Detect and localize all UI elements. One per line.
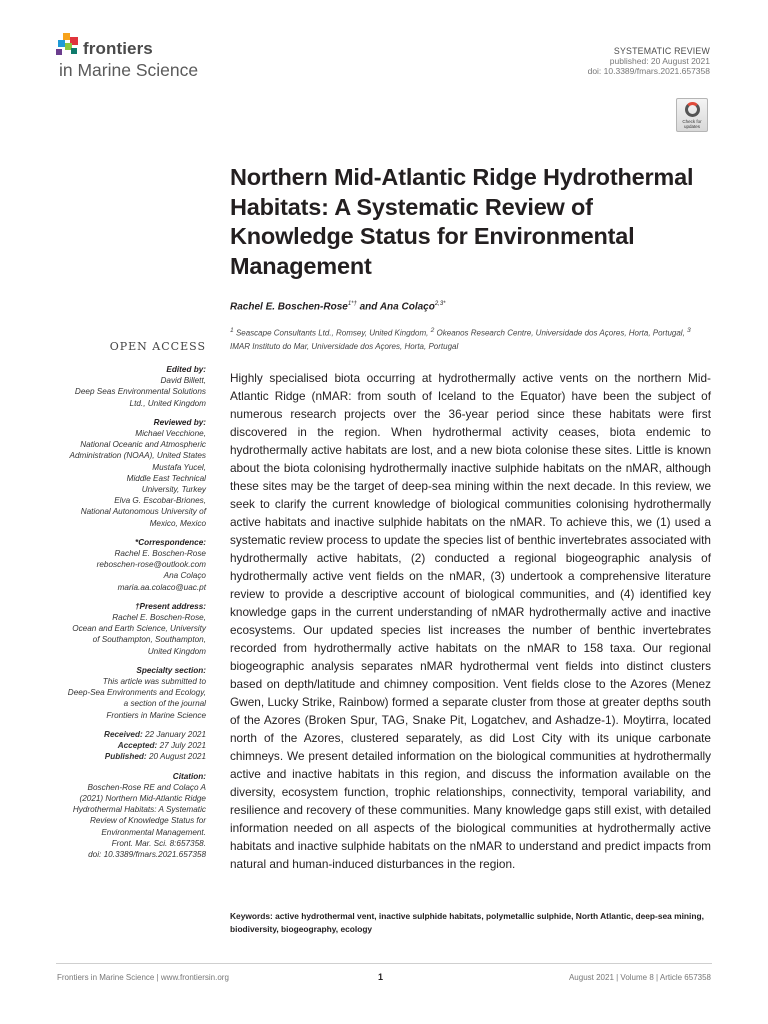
received-date bbox=[50, 729, 206, 740]
logo-wordmark: frontiers bbox=[83, 39, 153, 58]
author-list bbox=[230, 301, 446, 312]
article-sidebar bbox=[50, 364, 206, 860]
journal-logo bbox=[56, 33, 236, 83]
received-label: Received: bbox=[104, 729, 143, 739]
author-name[interactable]: Rachel E. Boschen-Rose bbox=[230, 301, 348, 313]
sidebar-line: Administration (NOAA), United States bbox=[69, 451, 206, 461]
sidebar-line: National Autonomous University of bbox=[80, 507, 206, 517]
edited-by-block bbox=[50, 375, 206, 409]
sidebar-line: Hydrothermal Habitats: A Systematic bbox=[72, 805, 206, 815]
sidebar-line: Elva G. Escobar-Briones, bbox=[114, 496, 206, 506]
author-name[interactable]: Ana Colaço bbox=[379, 301, 435, 313]
article-title: Northern Mid-Atlantic Ridge Hydrothermal Habitats: A Systematic Review of Knowledge Status for Environmental Management bbox=[230, 164, 694, 279]
accepted-date bbox=[50, 740, 206, 751]
author-conjunction: and bbox=[359, 301, 378, 313]
affil-text: IMAR Instituto do Mar, Universidade dos Açores, Horta, Portugal bbox=[230, 341, 459, 351]
article-meta bbox=[588, 46, 710, 76]
sidebar-line: Environmental Management. bbox=[101, 827, 206, 837]
specialty-heading: Specialty section: bbox=[136, 665, 206, 675]
footer-issue: August 2021 | Volume 8 | Article 657358 bbox=[568, 973, 711, 982]
citation-block bbox=[50, 782, 206, 860]
edited-by-heading: Edited by: bbox=[166, 365, 206, 374]
affil-sup: 2 bbox=[430, 327, 435, 334]
sidebar-line: Ocean and Earth Science, University bbox=[72, 624, 206, 634]
sidebar-line: a section of the journal bbox=[123, 699, 206, 709]
affil-sup: 1 bbox=[230, 327, 234, 334]
affiliations bbox=[230, 324, 710, 353]
reviewed-by-heading: Reviewed by: bbox=[153, 417, 206, 427]
author-affil-sup: 1*† bbox=[347, 301, 357, 307]
sidebar-line: Middle East Technical bbox=[126, 473, 206, 483]
author-affil-sup: 2,3* bbox=[434, 301, 446, 307]
published-date bbox=[50, 751, 206, 762]
sidebar-line: Rachel E. Boschen-Rose bbox=[114, 549, 206, 559]
sidebar-line: Mustafa Yucel, bbox=[152, 462, 206, 472]
sidebar-line: Mexico, Mexico bbox=[149, 518, 206, 528]
abstract-text: Highly specialised biota occurring at hydrothermally active vents on the northern Mid-Atlantic Ridge (nMAR: from south of Iceland to the Equator) have been the subject of numerous research projects over the 36-year period since these habitats were first discovered in the region. When hydrothermal activity ceases, biota endemic to hydrothermally active habitats are lost, and a new biota colonise these sites. Little is known about the biota colonising hydrothermally inactive sulphide habitats on the nMAR, although these sites may be the target of deep-sea mining within the next decade. In this review, we seek to clarify the current knowledge of biological communities colonising hydrothermally active habitats and inactive sulphide habitats on the nMAR. To achieve this, we (1) used a systematic review process to update the species list of benthic invertebrates associated with hydrothermally active habitats, (2) conducted a regional biogeographic analysis of hydrothermally active vent fields on the nMAR, (3) undertook a comprehensive literature review to provide a descriptive account of biological communities, and (4) identified key knowledge gaps in the current understanding of nMAR hydrothermally active and inactive ecosystems. Our updated species list increases the number of benthic invertebrates recorded from hydrothermally active habitats on the nMAR to 158 taxa. Our regional biogeographic analysis separates nMAR hydrothermal vent fields into distinct clusters based on depth/latitude and chimney composition. Vent fields close to the Azores (Menez Gwen, Lucky Strike, Rainbow) formed a separate cluster from those at greater depths south of the Azores (Broken Spur, TAG, Snake Pit, Logatchev, and Ashadze-1). Moytirra, located north of the Azores, clustered separately, as did Lost City with its unique carbonate chimneys. We present detailed information on the biological communities at hydrothermally active and inactive habitats in this region, and discuss the information available on the diversity, ecosystem function, trophic relationships, connectivity, temporal variability, and resilience and recovery of these communities. Many knowledge gaps still exist, with detailed information needed on all aspects of the biological communities at hydrothermally active habitats and inactive sulphide habitats on the nMAR to understand and predict impacts from natural and human-induced disturbances in the region. bbox=[230, 371, 711, 871]
sidebar-line: doi: 10.3389/fmars.2021.657358 bbox=[88, 849, 206, 859]
sidebar-line: United Kingdom bbox=[147, 646, 206, 656]
sidebar-line: Deep Seas Environmental Solutions bbox=[74, 387, 206, 397]
sidebar-line: David Billett, bbox=[160, 376, 206, 386]
sidebar-line: Boschen-Rose RE and Colaço A bbox=[87, 782, 206, 792]
published-value: 20 August 2021 bbox=[148, 752, 206, 762]
specialty-block bbox=[50, 676, 206, 721]
sidebar-line: (2021) Northern Mid-Atlantic Ridge bbox=[79, 793, 206, 803]
crossmark-icon bbox=[685, 102, 700, 117]
sidebar-line: Ltd., United Kingdom bbox=[129, 398, 206, 408]
accepted-value: 27 July 2021 bbox=[159, 741, 206, 751]
citation-heading: Citation: bbox=[172, 771, 206, 781]
frontiers-logo-icon bbox=[56, 33, 80, 59]
open-access-label: OPEN ACCESS bbox=[109, 340, 206, 353]
sidebar-line: Michael Vecchione, bbox=[135, 429, 206, 439]
affil-text: Okeanos Research Centre, Universidade dos Açores, Horta, Portugal, bbox=[436, 328, 685, 338]
sidebar-line: Ana Colaço bbox=[163, 571, 206, 581]
keywords: Keywords: active hydrothermal vent, inactive sulphide habitats, polymetallic sulphide, North Atlantic, deep-sea mining, biodiversity, biogeography, ecology bbox=[230, 911, 704, 934]
correspondence-heading: *Correspondence: bbox=[135, 537, 206, 547]
sidebar-line: reboschen-rose@outlook.com bbox=[96, 560, 206, 570]
sidebar-line: Deep-Sea Environments and Ecology, bbox=[67, 688, 206, 698]
sidebar-line: Rachel E. Boschen-Rose, bbox=[112, 613, 206, 623]
sidebar-line: National Oceanic and Atmospheric bbox=[80, 440, 206, 450]
received-value: 22 January 2021 bbox=[145, 729, 206, 739]
article-doi[interactable]: doi: 10.3389/fmars.2021.657358 bbox=[587, 66, 710, 76]
present-address-heading: †Present address: bbox=[135, 601, 206, 611]
affil-text: Seascape Consultants Ltd., Romsey, United Kingdom, bbox=[235, 328, 429, 338]
correspondence-block[interactable] bbox=[50, 548, 206, 593]
sidebar-line: Front. Mar. Sci. 8:657358. bbox=[111, 838, 206, 848]
sidebar-line: University, Turkey bbox=[141, 485, 206, 495]
publish-date: published: 20 August 2021 bbox=[609, 56, 710, 66]
footer-journal[interactable]: Frontiers in Marine Science | www.frontiersin.org bbox=[57, 973, 229, 982]
accepted-label: Accepted: bbox=[117, 741, 158, 751]
sidebar-line: Review of Knowledge Status for bbox=[89, 816, 206, 826]
reviewed-by-block bbox=[50, 428, 206, 529]
present-address-block bbox=[50, 612, 206, 657]
sidebar-line: maria.aa.colaco@uac.pt bbox=[117, 582, 206, 592]
check-for-updates-badge[interactable] bbox=[676, 98, 708, 132]
check-updates-label: Check for updates bbox=[682, 119, 702, 129]
page-number: 1 bbox=[378, 972, 384, 982]
sidebar-line: Frontiers in Marine Science bbox=[106, 710, 206, 720]
article-type: SYSTEMATIC REVIEW bbox=[613, 46, 710, 56]
journal-name: in Marine Science bbox=[59, 60, 199, 80]
footer-divider bbox=[56, 963, 712, 964]
published-label: Published: bbox=[104, 752, 147, 762]
sidebar-line: This article was submitted to bbox=[102, 677, 206, 687]
sidebar-line: of Southampton, Southampton, bbox=[92, 635, 206, 645]
affil-sup: 3 bbox=[687, 327, 691, 334]
